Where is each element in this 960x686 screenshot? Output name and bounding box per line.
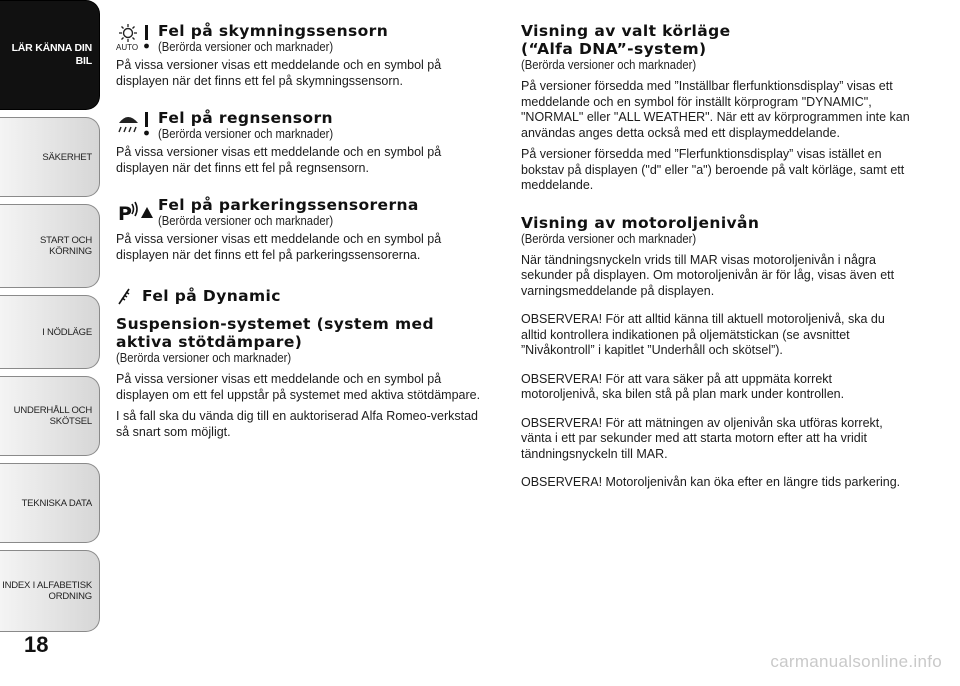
tab-label: LÄR KÄNNA DIN BIL <box>11 42 92 67</box>
tab-label: UNDERHÅLL OCH SKÖTSEL <box>13 405 92 427</box>
section-title: Visning av motoroljenivån <box>521 213 760 232</box>
section-body: När tändningsnyckeln vrids till MAR visas motoroljenivån i några sekunder på displayen. Om motoroljenivån är för låg, visas även ett varningsmeddelande på displayen. <box>521 252 895 298</box>
section-rain-sensor <box>116 109 488 176</box>
section-engine-oil-level <box>521 214 913 491</box>
section-title: Visning av valt körläge (“Alfa DNA”-system) <box>521 22 731 58</box>
section-subtitle: (Berörda versioner och marknader) <box>521 231 697 246</box>
tab-start-och-korning[interactable] <box>0 204 100 288</box>
left-column <box>116 22 488 440</box>
tab-lar-kanna-din-bil[interactable] <box>0 0 100 110</box>
svg-text:P: P <box>118 203 132 225</box>
auto-light-warning-icon <box>116 22 158 54</box>
section-body: På versioner försedda med ”Inställbar flerfunktionsdisplay” visas ett meddelande och en symbol för inställt körprogram "DYNAMIC", "NORMAL" eller "ALL WEATHER". När ett av körprogrammen inte kan användas anges detta också med ett displaymeddelande. <box>521 79 910 140</box>
section-body: OBSERVERA! För att vara säker på att uppmäta korrekt motoroljenivå, ska bilen stå på plan mark under kontrollen. <box>521 371 845 401</box>
section-body: På vissa versioner visas ett meddelande och en symbol på displayen när det finns ett fel på parkeringssensorerna. <box>116 232 442 262</box>
section-title-continued: Suspension-systemet (system med aktiva stötdämpare) <box>116 315 434 351</box>
suspension-warning-icon <box>116 285 142 307</box>
tab-label: SÄKERHET <box>42 151 92 163</box>
tab-sakerhet[interactable] <box>0 117 100 197</box>
section-body: OBSERVERA! Motoroljenivån kan öka efter en längre tids parkering. <box>521 475 901 489</box>
parking-sensor-warning-icon <box>116 196 158 228</box>
auto-label: AUTO <box>116 43 139 52</box>
tab-index-i-alfabetisk-ordning[interactable] <box>0 550 100 632</box>
tab-underhall-och-skotsel[interactable] <box>0 376 100 456</box>
rain-sensor-warning-icon <box>116 109 158 141</box>
tab-label: I NÖDLÄGE <box>42 326 92 338</box>
section-body: I så fall ska du vända dig till en auktoriserad Alfa Romeo-verkstad så snart som möjligt. <box>116 409 478 439</box>
tab-label: INDEX I ALFABETISK ORDNING <box>2 580 92 602</box>
right-column <box>521 22 913 491</box>
tab-label: TEKNISKA DATA <box>21 497 92 509</box>
section-subtitle: (Berörda versioner och marknader) <box>158 40 334 54</box>
section-body: På vissa versioner visas ett meddelande och en symbol på displayen när det finns ett fel på regnsensorn. <box>116 145 442 175</box>
section-drive-mode-display <box>521 22 913 194</box>
section-title: Fel på parkeringssensorerna <box>158 196 419 214</box>
tab-i-nodlage[interactable] <box>0 295 100 369</box>
section-twilight-sensor <box>116 22 488 89</box>
tab-tekniska-data[interactable] <box>0 463 100 543</box>
section-subtitle: (Berörda versioner och marknader) <box>158 214 334 228</box>
chapter-sidebar <box>0 0 100 640</box>
section-body: OBSERVERA! För att mätningen av oljenivån ska utföras korrekt, vänta i ett par sekunder med att starta motorn efter att ha vridit tändningsnyckeln till MAR. <box>521 415 883 461</box>
tab-label: START OCH KÖRNING <box>39 235 92 257</box>
page-number: 18 <box>24 632 49 657</box>
section-title: Fel på regnsensorn <box>158 109 333 127</box>
watermark: carmanualsonline.info <box>770 652 942 671</box>
section-title: Fel på skymningssensorn <box>158 22 389 40</box>
section-subtitle: (Berörda versioner och marknader) <box>158 127 334 141</box>
section-title: Fel på Dynamic <box>142 287 281 305</box>
section-dynamic-suspension <box>116 285 488 440</box>
section-subtitle: (Berörda versioner och marknader) <box>116 351 292 365</box>
section-subtitle: (Berörda versioner och marknader) <box>521 58 697 72</box>
section-body: På versioner försedda med ”Flerfunktionsdisplay” visas istället en bokstav på displayen ("d" eller "a") beroende på valt körläge, samt ett meddelande. <box>521 147 905 192</box>
section-body: På vissa versioner visas ett meddelande och en symbol på displayen om ett fel uppstår på systemet med aktiva stötdämpare. <box>116 372 481 402</box>
section-parking-sensors <box>116 196 488 263</box>
section-body: På vissa versioner visas ett meddelande och en symbol på displayen när det finns ett fel på skymningssensorn. <box>116 58 442 88</box>
section-body: OBSERVERA! För att alltid känna till aktuell motoroljenivå, ska du alltid kontrollera indikationen på oljemätstickan (se avsnittet ”Nivåkontroll” i kapitlet ”Underhåll och skötsel”). <box>521 312 885 357</box>
